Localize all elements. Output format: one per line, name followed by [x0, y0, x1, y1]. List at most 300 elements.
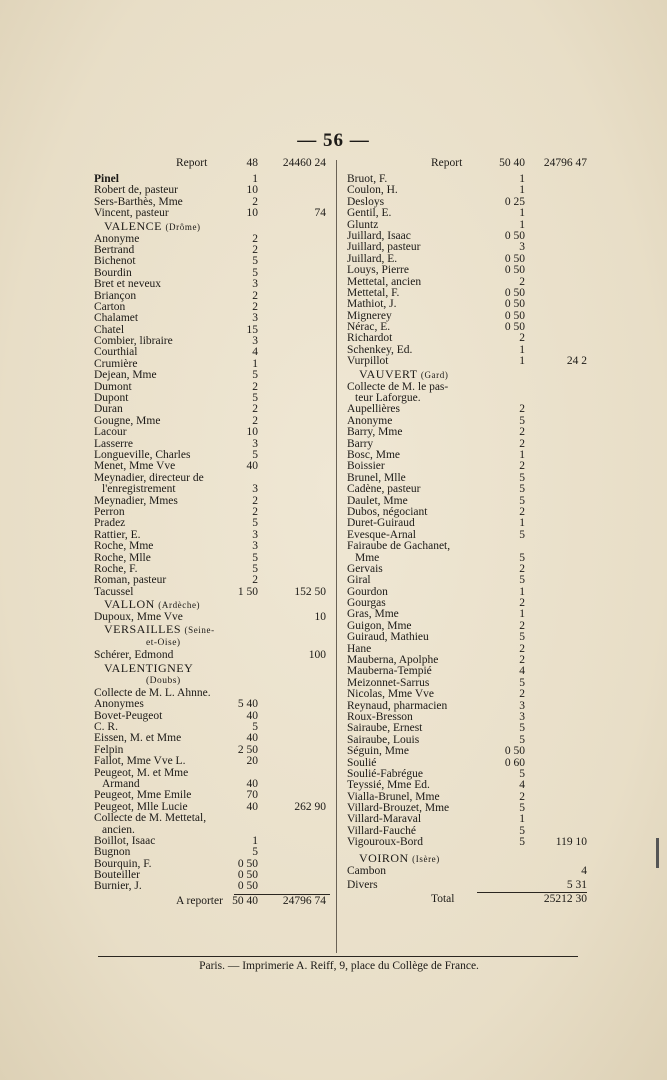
- contributor-name: Briançon: [94, 289, 137, 302]
- contributor-name: Evesque-Arnal: [347, 528, 416, 541]
- contributor-name: l'enregistrement: [102, 483, 176, 496]
- contributor-name: Soulié: [347, 756, 377, 769]
- amount: 2: [519, 403, 525, 416]
- subtotal: 24796 47: [543, 157, 587, 169]
- contributor-name: Dupont: [94, 392, 129, 405]
- amount: 2: [252, 380, 258, 393]
- carried-total-row: [347, 158, 590, 174]
- amount: 40: [246, 732, 258, 745]
- contributor-name: Sers-Barthès, Mme: [94, 195, 183, 208]
- amount: 5: [519, 676, 525, 689]
- amount: 50 40: [499, 157, 525, 169]
- heading-region: (Isère): [412, 853, 440, 864]
- contributor-name: Meynadier, directeur de: [94, 471, 204, 484]
- contributor-name: Juillard, E.: [347, 252, 398, 265]
- amount: 2: [519, 437, 525, 450]
- subtotal: 262 90: [294, 800, 326, 813]
- contributor-name: Meynadier, Mmes: [94, 494, 178, 507]
- contributor-row: [347, 265, 590, 276]
- report-label: Report: [176, 157, 208, 169]
- contributor-row: [94, 291, 332, 302]
- amount: 2: [252, 232, 258, 245]
- heading-name: VOIRON: [359, 850, 409, 865]
- contributor-name: Robert de, pasteur: [94, 184, 178, 197]
- contributor-row: [94, 393, 332, 404]
- amount: 10: [246, 426, 258, 439]
- amount: 2: [519, 426, 525, 439]
- contributor-name: Roux-Bresson: [347, 710, 413, 723]
- contributor-name: Chatel: [94, 323, 125, 336]
- contributor-name: Roche, F.: [94, 562, 138, 575]
- amount: 5: [252, 266, 258, 279]
- contributor-name: Mauberna, Apolphe: [347, 654, 439, 667]
- heading-name: VAUVERT: [359, 366, 418, 381]
- contributor-row: [347, 575, 590, 586]
- amount: 2: [252, 289, 258, 302]
- amount: 3: [519, 241, 525, 254]
- report-label: Total: [431, 893, 455, 906]
- heading-region: (Gard): [420, 369, 449, 380]
- printer-imprint: Paris. — Imprimerie A. Reiff, 9, place du Collège de France.: [199, 960, 479, 972]
- contributor-name: Roche, Mlle: [94, 551, 151, 564]
- subtotal: 24796 74: [282, 894, 326, 907]
- amount: 1: [519, 585, 525, 598]
- contributor-name: Carton: [94, 300, 126, 313]
- amount: 2: [519, 505, 525, 518]
- amount: 40: [246, 709, 258, 722]
- town-heading: [94, 662, 332, 675]
- contributor-name: Pradez: [94, 517, 126, 530]
- amount: 5: [252, 846, 258, 859]
- amount: 2: [519, 332, 525, 345]
- amount: 5: [252, 551, 258, 564]
- amount: 0 50: [504, 286, 525, 299]
- amount: 2: [519, 790, 525, 803]
- contributor-name: Vialla-Brunel, Mme: [347, 790, 440, 803]
- amount: 3: [252, 312, 258, 325]
- amount: 1: [519, 343, 525, 356]
- amount: 2: [519, 562, 525, 575]
- edge-mark: [656, 838, 659, 868]
- amount: 0 60: [504, 756, 525, 769]
- contributor-name: Gourdon: [347, 585, 388, 598]
- amount: 5: [519, 483, 525, 496]
- contributor-name: Bourquin, F.: [94, 857, 152, 870]
- amount: 2: [519, 460, 525, 473]
- amount: 4: [252, 346, 258, 359]
- left-column: [94, 158, 332, 912]
- contributor-name: Fairaube de Gachanet,: [347, 540, 451, 553]
- amount: 1: [519, 173, 525, 185]
- contributor-name: Nicolas, Mme Vve: [347, 688, 434, 701]
- amount: 5: [519, 471, 525, 484]
- contributor-name: Hane: [347, 642, 372, 655]
- contributor-name: Louys, Pierre: [347, 264, 409, 277]
- contributor-row: [94, 733, 332, 744]
- amount: 2: [519, 688, 525, 701]
- subtotal: 10: [314, 611, 326, 624]
- amount: 5: [519, 824, 525, 837]
- amount: 3: [252, 437, 258, 450]
- contributor-row: [94, 496, 332, 507]
- amount: 70: [246, 789, 258, 802]
- contributor-row: [347, 518, 590, 529]
- contributor-name: Juillard, Isaac: [347, 229, 411, 242]
- amount: 5: [252, 369, 258, 382]
- amount: 48: [246, 157, 258, 169]
- contributor-name: Lasserre: [94, 437, 133, 450]
- contributor-name: Desloys: [347, 195, 385, 208]
- contributor-name: Dumont: [94, 380, 132, 393]
- contributor-row: [347, 780, 590, 791]
- amount: 0 50: [504, 229, 525, 242]
- sum-rule: [477, 892, 587, 893]
- contributor-name: Gentil, E.: [347, 207, 392, 220]
- amount: 2: [252, 195, 258, 208]
- amount: 10: [246, 207, 258, 220]
- contributor-name: Eissen, M. et Mme: [94, 732, 182, 745]
- heading-region: (Drôme): [165, 221, 201, 232]
- amount: 1: [252, 357, 258, 370]
- contributor-row: [94, 575, 332, 586]
- contributor-name: Meizonnet-Sarrus: [347, 676, 430, 689]
- contributor-name: Peugeot, Mlle Lucie: [94, 800, 188, 813]
- amount: 3: [252, 335, 258, 348]
- right-column: [347, 158, 590, 910]
- page-number: — 56 —: [297, 130, 370, 151]
- contributor-name: Collecte de M. L. Ahnne.: [94, 686, 211, 699]
- contributor-name: Combier, libraire: [94, 335, 173, 348]
- contributor-name: Barry: [347, 437, 374, 450]
- contributor-name: Anonyme: [94, 232, 140, 245]
- contributor-name: Cambon: [347, 864, 386, 877]
- amount: 1: [519, 355, 525, 368]
- contributor-row: [347, 632, 590, 643]
- contributor-row: [94, 711, 332, 722]
- contributor-name: Bruot, F.: [347, 173, 388, 185]
- carried-total-row: [347, 894, 590, 910]
- amount: 5: [252, 721, 258, 734]
- town-heading: [347, 852, 590, 866]
- subtotal: 119 10: [555, 836, 587, 849]
- amount: 1 50: [237, 585, 258, 598]
- contributor-name: Chalamet: [94, 312, 139, 325]
- amount: 1: [519, 813, 525, 826]
- amount: 0 50: [504, 309, 525, 322]
- amount: 2: [252, 403, 258, 416]
- contributor-name: Schérer, Edmond: [94, 649, 174, 662]
- amount: 5: [519, 414, 525, 427]
- amount: 0 50: [504, 252, 525, 265]
- contributor-name: Lacour: [94, 426, 127, 439]
- contributor-name: Collecte de M. Mettetal,: [94, 812, 207, 825]
- contributor-row: [94, 541, 332, 552]
- contributor-name: Mme: [355, 551, 380, 564]
- contributor-name: Juillard, pasteur: [347, 241, 421, 254]
- contributor-row: [347, 837, 590, 848]
- amount: 50 40: [232, 894, 258, 907]
- contributor-name: Menet, Mme Vve: [94, 460, 176, 473]
- amount: 2: [519, 654, 525, 667]
- carried-total-row: [94, 896, 332, 912]
- amount: 3: [519, 710, 525, 723]
- amount: 20: [246, 755, 258, 768]
- contributor-name: Collecte de M. le pas-: [347, 380, 449, 393]
- contributor-name: Cadène, pasteur: [347, 483, 421, 496]
- contributor-name: Pinel: [94, 173, 119, 185]
- contributor-name: Boissier: [347, 460, 385, 473]
- column-divider: [336, 160, 337, 953]
- contributor-name: C. R.: [94, 721, 118, 734]
- contributor-name: Duret-Guiraud: [347, 517, 415, 530]
- subtotal: 25212 30: [543, 893, 587, 906]
- amount: 1: [519, 184, 525, 197]
- amount: 2: [252, 494, 258, 507]
- subtotal: 24460 24: [282, 157, 326, 169]
- town-heading: [94, 220, 332, 234]
- amount: 0 50: [237, 857, 258, 870]
- contributor-row: [94, 279, 332, 290]
- contributor-name: Vigouroux-Bord: [347, 836, 423, 849]
- amount: 5: [519, 767, 525, 780]
- contributor-row: [94, 507, 332, 518]
- contributor-name: Dupoux, Mme Vve: [94, 611, 183, 624]
- town-heading: [94, 623, 332, 637]
- contributor-row: [94, 881, 332, 892]
- contributor-row: [94, 313, 332, 324]
- contributor-name: Divers: [347, 879, 378, 892]
- subtotal: 5 31: [566, 879, 587, 892]
- amount: 10: [246, 184, 258, 197]
- contributor-name: Mignerey: [347, 309, 392, 322]
- contributor-row: [347, 689, 590, 700]
- contributor-name: Mathiot, J.: [347, 298, 397, 311]
- amount: 40: [246, 460, 258, 473]
- contributor-name: Bichenot: [94, 255, 136, 268]
- contributor-row: [94, 518, 332, 529]
- amount: 0 50: [237, 880, 258, 893]
- amount: 0 50: [237, 869, 258, 882]
- contributor-name: Bret et neveux: [94, 278, 162, 291]
- contributor-name: Bosc, Mme: [347, 448, 401, 461]
- town-heading: [347, 368, 590, 382]
- amount: 3: [252, 528, 258, 541]
- amount: 0 50: [504, 321, 525, 334]
- town-heading: [94, 598, 332, 612]
- contributor-name: Peugeot, M. et Mme: [94, 766, 189, 779]
- amount: 0 50: [504, 745, 525, 758]
- amount: 5: [519, 574, 525, 587]
- amount: 2: [252, 300, 258, 313]
- contributor-name: Bouteiller: [94, 869, 140, 882]
- contributor-name: Bovet-Peugeot: [94, 709, 163, 722]
- subtotal: 4: [581, 864, 587, 877]
- contributor-name: Anonymes: [94, 698, 144, 711]
- amount: 2: [519, 619, 525, 632]
- amount: 15: [246, 323, 258, 336]
- contributor-name: Teyssié, Mme Ed.: [347, 779, 430, 792]
- amount: 5 40: [237, 698, 258, 711]
- amount: 4: [519, 779, 525, 792]
- contributor-name: Bourdin: [94, 266, 132, 279]
- contributor-row: [347, 541, 590, 552]
- contributor-name: Guiraud, Mathieu: [347, 631, 429, 644]
- subtotal: 152 50: [294, 585, 326, 598]
- contributor-name: Armand: [102, 777, 140, 790]
- heading-name: VALENCE: [104, 218, 162, 233]
- subtotal: 100: [308, 649, 326, 662]
- contributor-row: [94, 416, 332, 427]
- heading-region: (Ardèche): [158, 600, 201, 611]
- amount: 5: [519, 733, 525, 746]
- contributor-row: [347, 880, 590, 891]
- contributor-name: Mettetal, F.: [347, 286, 400, 299]
- contributor-name: Dubos, négociant: [347, 505, 428, 518]
- contributor-name: Peugeot, Mme Emile: [94, 789, 192, 802]
- contributor-name: Dejean, Mme: [94, 369, 157, 382]
- contributor-row: [347, 427, 590, 438]
- amount: 0 50: [504, 298, 525, 311]
- contributor-name: Gougne, Mme: [94, 414, 161, 427]
- amount: 1: [252, 173, 258, 185]
- contributor-name: Guigon, Mme: [347, 619, 412, 632]
- amount: 4: [519, 665, 525, 678]
- amount: 3: [252, 540, 258, 553]
- contributor-row: [94, 484, 332, 495]
- contributor-name: Longueville, Charles: [94, 448, 191, 461]
- amount: 1: [519, 207, 525, 220]
- contributor-row: [94, 813, 332, 824]
- contributor-name: Felpin: [94, 743, 124, 756]
- amount: 2: [252, 414, 258, 427]
- footer-rule: [98, 956, 578, 957]
- amount: 3: [252, 483, 258, 496]
- amount: 1: [519, 448, 525, 461]
- amount: 2: [519, 597, 525, 610]
- contributor-name: Reynaud, pharmacien: [347, 699, 448, 712]
- contributor-name: Gras, Mme: [347, 608, 399, 621]
- amount: 0 50: [504, 264, 525, 277]
- contributor-name: Sairaube, Ernest: [347, 722, 423, 735]
- contributor-row: [94, 699, 332, 710]
- amount: 40: [246, 800, 258, 813]
- contributor-name: Soulié-Fabrégue: [347, 767, 424, 780]
- contributor-name: Courthial: [94, 346, 138, 359]
- contributor-name: Nérac, E.: [347, 321, 391, 334]
- amount: 5: [519, 836, 525, 849]
- contributor-name: Boillot, Isaac: [94, 834, 156, 847]
- contributor-name: Mauberna-Tempié: [347, 665, 432, 678]
- contributor-name: Roche, Mme: [94, 540, 154, 553]
- heading-name: et-Oise): [146, 638, 181, 649]
- contributor-row: [94, 382, 332, 393]
- contributor-name: Tacussel: [94, 585, 134, 598]
- amount: 2: [252, 574, 258, 587]
- contributor-name: teur Laforgue.: [355, 392, 421, 405]
- contributor-name: Mettetal, ancien: [347, 275, 422, 288]
- amount: 1: [519, 517, 525, 530]
- contributor-name: Schenkey, Ed.: [347, 343, 413, 356]
- region-subheading: [94, 675, 332, 688]
- contributor-row: [347, 866, 590, 877]
- amount: 1: [252, 834, 258, 847]
- subtotal: 74: [314, 207, 326, 220]
- contributor-name: Duran: [94, 403, 123, 416]
- contributor-name: Bertrand: [94, 243, 135, 256]
- report-label: A reporter: [176, 894, 223, 907]
- contributor-row: [347, 553, 590, 564]
- contributor-name: Coulon, H.: [347, 184, 398, 197]
- contributor-name: Aupellières: [347, 403, 401, 416]
- amount: 5: [519, 722, 525, 735]
- contributor-row: [347, 484, 590, 495]
- amount: 5: [252, 517, 258, 530]
- contributor-row: [347, 746, 590, 757]
- heading-name: VERSAILLES: [104, 622, 181, 637]
- subtotal: 24 2: [566, 355, 587, 368]
- amount: 5: [252, 562, 258, 575]
- contributor-name: Richardot: [347, 332, 393, 345]
- contributor-row: [94, 427, 332, 438]
- contributor-row: [347, 299, 590, 310]
- contributor-name: Fallot, Mme Vve L.: [94, 755, 186, 768]
- amount: 2 50: [237, 743, 258, 756]
- contributor-name: Perron: [94, 505, 125, 518]
- amount: 3: [252, 278, 258, 291]
- amount: 5: [519, 551, 525, 564]
- heading-name: VALENTIGNEY: [104, 660, 194, 675]
- amount: 2: [252, 505, 258, 518]
- contributor-name: Crumière: [94, 357, 138, 370]
- amount: 1: [519, 218, 525, 231]
- contributor-name: Barry, Mme: [347, 426, 403, 439]
- contributor-name: Vurpillot: [347, 355, 389, 368]
- amount: 3: [519, 699, 525, 712]
- contributor-name: Daulet, Mme: [347, 494, 408, 507]
- contributor-name: Rattier, E.: [94, 528, 141, 541]
- contributor-row: [94, 847, 332, 858]
- contributor-name: Gervais: [347, 562, 383, 575]
- contributor-name: Brunel, Mlle: [347, 471, 406, 484]
- contributor-name: Villard-Fauché: [347, 824, 416, 837]
- sum-rule: [234, 894, 330, 895]
- contributor-name: Gourgas: [347, 597, 386, 610]
- amount: 2: [519, 275, 525, 288]
- report-label: Report: [431, 157, 463, 169]
- amount: 2: [519, 642, 525, 655]
- contributor-name: Villard-Maraval: [347, 813, 422, 826]
- contributor-name: ancien.: [102, 823, 135, 836]
- heading-name: VALLON: [104, 597, 155, 612]
- amount: 5: [252, 448, 258, 461]
- contributor-name: Vincent, pasteur: [94, 207, 169, 220]
- amount: 5: [519, 494, 525, 507]
- amount: 5: [519, 528, 525, 541]
- amount: 1: [519, 608, 525, 621]
- contributor-row: [347, 564, 590, 575]
- contributor-name: Roman, pasteur: [94, 574, 167, 587]
- contributor-name: Gluntz: [347, 218, 379, 231]
- carried-total-row: [94, 158, 332, 174]
- heading-name: (Doubs): [146, 675, 181, 686]
- contributor-name: Anonyme: [347, 414, 393, 427]
- contributor-name: Bugnon: [94, 846, 131, 859]
- amount: 5: [519, 802, 525, 815]
- contributor-row: [94, 756, 332, 767]
- heading-region: (Seine-: [184, 625, 215, 636]
- contributor-name: Giral: [347, 574, 371, 587]
- contributor-name: Villard-Brouzet, Mme: [347, 802, 450, 815]
